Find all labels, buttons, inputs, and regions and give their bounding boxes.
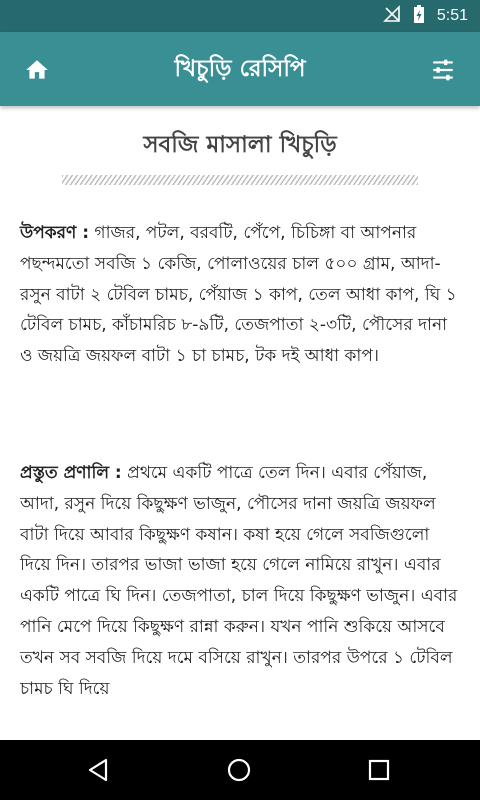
back-icon [86, 757, 112, 783]
ingredients-text: গাজর, পটল, বরবটি, পেঁপে, চিচিঙ্গা বা আপনার পছন্দমতো সবজি ১ কেজি, পোলাওয়ের চাল ৫০০ গ্রাম, আদা-রসুন বাটা ২ টেবিল চামচ, পেঁয়াজ ১ কাপ, তেল আধা কাপ, ঘি ১ টেবিল চামচ, কাঁচামরিচ ৮-৯টি, তেজপাতা ২-৩টি, পৌসের দানা ও জয়ত্রি জয়ফল বাটা ১ চা চামচ, টক দই আধা কাপ। [20, 223, 457, 367]
ingredients-label: উপকরণ : [20, 223, 90, 243]
recents-icon [366, 757, 392, 783]
settings-button[interactable] [430, 57, 456, 83]
method-paragraph [20, 458, 462, 704]
recents-button[interactable] [366, 757, 392, 783]
sim-no-signal-icon [383, 5, 401, 28]
recipe-content[interactable] [0, 106, 480, 740]
hatched-divider [62, 175, 418, 185]
home-button[interactable] [24, 57, 50, 83]
status-icons [383, 0, 468, 32]
nav-home-button[interactable] [226, 757, 252, 783]
app-title: খিচুড়ি রেসিপি [174, 55, 306, 82]
status-time: 5:51 [436, 7, 468, 24]
status-bar [0, 0, 480, 32]
back-button[interactable] [86, 757, 112, 783]
method-label: প্রস্তুত প্রণালি : [20, 463, 122, 483]
navigation-bar [0, 740, 480, 800]
app-bar [0, 32, 480, 106]
sliders-icon [430, 57, 456, 83]
home-circle-icon [226, 757, 252, 783]
battery-charging-icon [413, 4, 425, 29]
ingredients-paragraph [20, 218, 462, 372]
method-text: প্রথমে একটি পাত্রে তেল দিন। এবার পেঁয়াজ, আদা, রসুন দিয়ে কিছুক্ষণ ভাজুন, পৌসের দানা জয়ত্রি জয়ফল বাটা দিয়ে আবার কিছুক্ষণ কষান। কষা হয়ে গেলে সবজিগুলো দিয়ে দিন। তারপর ভাজা ভাজা হয়ে গেলে নামিয়ে রাখুন। এবার একটি পাত্রে ঘি দিন। তেজপাতা, চাল দিয়ে কিছুক্ষণ ভাজুন। এবার পানি মেপে দিয়ে কিছুক্ষণ রান্না করুন। যখন পানি শুকিয়ে আসবে তখন সব সবজি দিয়ে দমে বসিয়ে রাখুন। তারপর উপরে ১ টেবিল চামচ ঘি দিয়ে [20, 463, 458, 699]
home-icon [24, 57, 50, 83]
recipe-title: সবজি মাসালা খিচুড়ি [143, 132, 337, 158]
